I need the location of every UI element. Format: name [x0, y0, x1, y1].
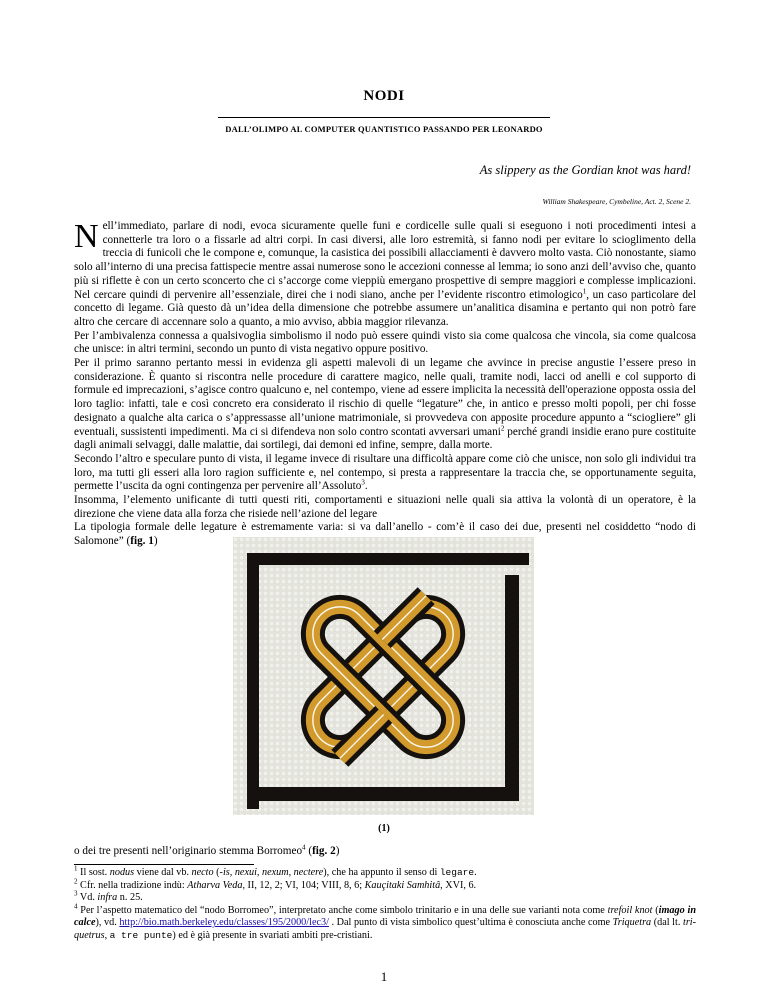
- footnote-number: 1: [74, 864, 78, 873]
- footnote-number: 2: [74, 877, 78, 886]
- title-underline: [218, 117, 550, 118]
- page-title: NODI: [363, 88, 405, 104]
- footnote-text: Cfr. nella tradizione indù:: [77, 879, 188, 891]
- footnote-italic: necto: [191, 867, 214, 878]
- paragraph-6-text-end: ): [153, 535, 158, 548]
- footnote-text: Per l’aspetto matematico del “nodo Borromeo”, interpretato anche come simbolo trinitario e in una delle sue varianti nota come: [77, 904, 608, 916]
- footnote-text: ,: [104, 929, 110, 941]
- paragraph-3-text: Per il primo saranno pertanto messi in evidenza gli aspetti malevoli di un legame che avvince in precise angustie l’essere preso in considerazione. È quanto si riscontra nelle procedure di carattere magico, nelle quali, tramite nodi, lacci od anelli e col supporto di formule ed imprecazioni, s’agisce contro qualcuno e, nel contempo, viene ad essere implicita la necessità dell'operazione opposta ossia del loro taglio: infatti, tale e così concreto era considerato il rischio di quelle “legature” che, in antico e presso molti popoli, per chi fosse designato a qualche alta carica o s’appressasse all’unione matrimoniale, si provvedeva con apposite procedure appunto a “scioglierе” gli eventuali, sussistenti impedimenti. Ma ci si difendeva non solo contro scontati avversari umani: [74, 357, 696, 438]
- footnote-link[interactable]: http://bio.math.berkeley.edu/classes/195/2000/lec3/: [119, 917, 329, 929]
- paragraph-4-text: Secondo l’altro e speculare punto di vista, il legame invece di risultare una difficoltà appare come ciò che unisce, non solo gli individui tra loro, ma tutti gli esseri alla loro ragion sufficiente e, nel contempo, si presta a rappresentare la traccia che, se opportunamente seguita, permette l’uscita da ogni contingenza per pervenire all’Assoluto: [74, 452, 696, 493]
- paragraph-3-text-end: perché grandi insidie erano pure costituite dagli animali selvaggi, dalle malattie, dai sortilegi, dai demoni ed infine, sempre, dalla morte.: [74, 425, 696, 452]
- footnote-number: 4: [74, 902, 78, 911]
- figure-ref-2: fig. 2: [312, 845, 336, 857]
- paragraph-3: [74, 357, 696, 453]
- drop-cap: N: [74, 218, 99, 255]
- paragraph-1-text: ell’immediato, parlare di nodi, evoca sicuramente quelle funi e cordicelle sulle quali si eseguono i noti procedimenti intesi a connetterle tra loro o a fissarle ad altri corpi. In casi diversi, alle loro estremità, si fanno nodi per evitare lo scioglimento della treccia di funicoli che le compone e, comunque, la casistica dei possibili allacciamenti è davvero molto vasta. Ciò nonostante, siamo solo all’interno di una precisa fattispecie mentre assai numerose sono le accezioni connesse al lemma; io sono anzi dell’avviso che, quanto più si riflette è con un certo sconcerto che ci s’accorge come vieppiù emergano prospettive di sempre maggiori e complesse implicazioni. Nel cercare quindi di pervenire all’essenziale, direi che i nodi siano, anche per l’evidente riscontro etimologico: [74, 220, 696, 301]
- footnote-2: [74, 877, 696, 893]
- paragraph-6-text: La tipologia formale delle legature è estremamente varia: si va dall’anello - com’è il caso dei due, presenti nel cosiddetto “nodo di Salomone” (: [74, 521, 696, 548]
- footnote-italic: nodus: [109, 867, 135, 878]
- post-figure-text-main: o dei tre presenti nell’originario stemma Borromeo: [74, 845, 303, 857]
- figure-ref-1: fig. 1: [130, 535, 154, 548]
- footnote-italic: Triquetra: [612, 917, 652, 929]
- footnote-4: [74, 902, 697, 943]
- body-text: [74, 220, 696, 549]
- footnote-bold-italic: imago in calce: [74, 904, 696, 929]
- footnote-text: .: [474, 867, 477, 878]
- mosaic-ground: [233, 537, 534, 815]
- footnote-text: . Dal punto di vista simbolico quest’ultima è conosciuta anche come: [328, 917, 613, 929]
- footnote-italic: is, nexui, nexum, nectere: [222, 867, 324, 878]
- footnote-separator: [74, 864, 254, 865]
- post-figure-paren-open: (: [305, 845, 313, 857]
- footnotes: [74, 864, 697, 943]
- footnote-mono: legare: [439, 867, 475, 878]
- footnote-italic: tri-quetrus: [74, 917, 697, 941]
- solomon-knot-mosaic-image: [233, 537, 534, 815]
- footnote-text: (-: [213, 867, 223, 878]
- paragraph-4: [74, 453, 696, 494]
- footnote-text: n. 25.: [117, 892, 143, 904]
- footnote-number: 3: [74, 889, 78, 898]
- footnote-text: ), vd.: [95, 917, 120, 929]
- page-number: 1: [380, 969, 388, 984]
- footnote-text: II, 12, 2; VI, 104; VIII, 8, 6;: [245, 879, 365, 891]
- footnote-text: (: [652, 904, 659, 916]
- paragraph-5: Insomma, l’elemento unificante di tutti questi riti, comportamenti e situazioni nelle quali sia attiva la volontà di un operatore, è la direzione che viene data alla forza che risiede nell’azione del legare: [74, 494, 696, 520]
- footnote-ref-3[interactable]: 3: [361, 478, 365, 487]
- paragraph-1: [74, 220, 696, 330]
- epigraph-source: William Shakespeare, Cymbeline, Act. 2, Scene 2.: [542, 197, 691, 206]
- footnote-text: ), che ha appunto il senso di: [323, 867, 440, 878]
- footnote-text: viene dal vb.: [134, 867, 192, 878]
- footnote-italic: Atharva Veda,: [187, 879, 245, 891]
- footnote-text: Vd.: [77, 892, 98, 904]
- footnote-3: [74, 889, 696, 905]
- paragraph-1-text-end: , un caso particolare del concetto di legame. Già questo dà un’idea della dimensione che potrebbe assumere un’analitica disamina e pertanto qui non potrò fare altro che cercare di accennare solo a quanto, a mio avviso, abbia maggior rilevanza.: [74, 288, 697, 328]
- post-figure-paren-close: ): [335, 845, 340, 857]
- footnote-text: (dal lt.: [651, 917, 683, 929]
- footnote-ref-2[interactable]: 2: [500, 423, 505, 432]
- footnote-ref-4[interactable]: 4: [302, 843, 306, 852]
- footnote-italic: trefoil knot: [607, 904, 653, 916]
- footnote-text: Il sost.: [77, 867, 110, 878]
- paragraph-2: Per l’ambivalenza connessa a qualsivoglia simbolismo il nodo può essere quindi visto sia come qualcosa che vincola, sia come qualcosa che unisce: in altri termini, secondo un punto di vista negativo oppure positivo.: [74, 329, 696, 356]
- footnote-ref-1[interactable]: 1: [582, 286, 587, 295]
- epigraph-quote: As slippery as the Gordian knot was hard!: [479, 163, 691, 177]
- post-figure-text: [74, 845, 339, 857]
- footnote-italic: Kauçitaki Samhitâ: [364, 879, 441, 891]
- footnote-italic: infra: [97, 892, 118, 904]
- footnote-mono: a tre punte: [109, 929, 173, 941]
- footnote-1: [74, 864, 696, 880]
- footnote-text: ) ed è già presente in svariati ambiti pre-cristiani.: [172, 929, 373, 941]
- page-subtitle: DALL’OLIMPO AL COMPUTER QUANTISTICO PASSANDO PER LEONARDO: [225, 124, 543, 134]
- footnote-text: , XVI, 6.: [440, 879, 477, 891]
- figure-caption: (1): [378, 823, 390, 834]
- paragraph-4-text-end: .: [364, 480, 368, 493]
